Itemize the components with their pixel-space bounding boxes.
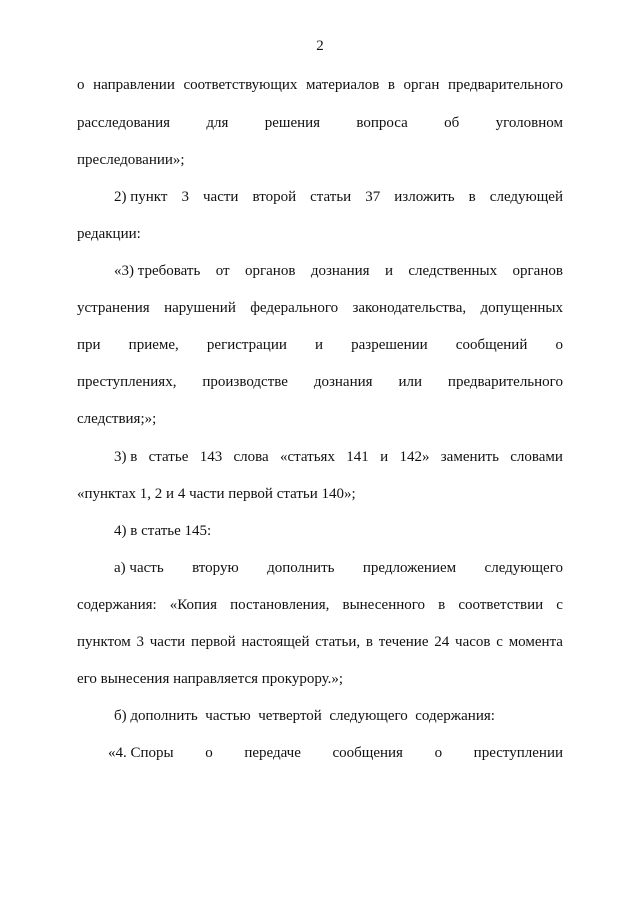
word: дознания xyxy=(313,374,373,390)
line-5 xyxy=(77,225,563,243)
line-4 xyxy=(114,188,563,206)
word: орган xyxy=(403,77,440,93)
word: второй xyxy=(252,189,297,205)
word: с xyxy=(496,634,503,650)
line-9 xyxy=(77,373,563,391)
word: допущенных xyxy=(480,300,563,316)
word: пунктом xyxy=(77,634,131,650)
word: разрешении xyxy=(351,337,428,353)
word: заменить xyxy=(440,449,499,465)
word: и xyxy=(380,449,389,465)
line-12 xyxy=(77,485,563,503)
word: в xyxy=(438,597,446,613)
word: преступлениях, xyxy=(77,374,177,390)
word: «Копия xyxy=(169,597,218,613)
word: изложить xyxy=(394,189,455,205)
word: а) часть xyxy=(114,560,164,576)
word: в xyxy=(468,189,476,205)
word: и xyxy=(384,263,393,279)
word: соответствующих xyxy=(183,77,298,93)
word: об xyxy=(444,115,460,131)
line-15 xyxy=(77,596,563,614)
page-number: 2 xyxy=(316,38,324,54)
word: от xyxy=(215,263,230,279)
word: преследовании»; xyxy=(77,152,185,168)
line-14 xyxy=(114,559,563,577)
word: часов xyxy=(455,634,491,650)
word: расследования xyxy=(77,115,171,131)
word: 141 xyxy=(346,449,369,465)
word: предварительного xyxy=(447,77,563,93)
word: органов xyxy=(512,263,563,279)
word: с xyxy=(556,597,563,613)
word: 24 xyxy=(434,634,450,650)
word: статьи xyxy=(310,189,352,205)
word: «статьях xyxy=(280,449,335,465)
word: преступлении xyxy=(473,745,563,761)
word: 37 xyxy=(365,189,381,205)
word: регистрации xyxy=(206,337,287,353)
word: его вынесения направляется прокурору.»; xyxy=(77,671,344,687)
word: сообщений xyxy=(455,337,528,353)
word: сообщения xyxy=(332,745,403,761)
word: о xyxy=(434,745,443,761)
word: в xyxy=(365,634,373,650)
line-8 xyxy=(77,336,563,354)
word: течение xyxy=(378,634,429,650)
word: или xyxy=(398,374,422,390)
word: производстве xyxy=(202,374,288,390)
line-2 xyxy=(77,114,563,132)
word: вопроса xyxy=(356,115,408,131)
word: «пунктах 1, 2 и 4 части первой статьи 140»; xyxy=(77,486,356,502)
word: слова xyxy=(233,449,269,465)
line-6 xyxy=(114,262,563,280)
word: о xyxy=(77,77,85,93)
word: части xyxy=(149,634,186,650)
word: настоящей xyxy=(241,634,310,650)
word: в xyxy=(387,77,395,93)
word: предварительного xyxy=(447,374,563,390)
line-19 xyxy=(108,744,563,762)
word: устранения xyxy=(77,300,150,316)
word: о xyxy=(555,337,563,353)
word: статьи, xyxy=(315,634,361,650)
word: б) дополнить частью четвертой следующего содержания: xyxy=(114,708,495,724)
line-3 xyxy=(77,151,563,169)
word: 3) в xyxy=(114,449,138,465)
word: и xyxy=(315,337,324,353)
word: момента xyxy=(508,634,563,650)
word: «3) требовать xyxy=(114,263,201,279)
word: содержания: xyxy=(77,597,157,613)
word: федерального xyxy=(250,300,339,316)
line-1 xyxy=(77,76,563,94)
word: соответствии xyxy=(458,597,544,613)
word: 3 xyxy=(136,634,144,650)
word: при xyxy=(77,337,101,353)
word: решения xyxy=(264,115,321,131)
word: 3 xyxy=(181,189,189,205)
word: уголовном xyxy=(495,115,563,131)
word: для xyxy=(206,115,229,131)
line-10 xyxy=(77,410,563,428)
word: статье xyxy=(148,449,189,465)
word: «4. Споры xyxy=(108,745,174,761)
word: вторую xyxy=(192,560,239,576)
word: постановления, xyxy=(230,597,330,613)
word: нарушений xyxy=(164,300,236,316)
word: дознания xyxy=(310,263,370,279)
line-16 xyxy=(77,633,563,651)
word: о xyxy=(205,745,213,761)
word: словами xyxy=(510,449,563,465)
word: приеме, xyxy=(128,337,179,353)
word: следующего xyxy=(484,560,563,576)
word: материалов xyxy=(306,77,380,93)
word: направлении xyxy=(93,77,175,93)
word: 142» xyxy=(399,449,430,465)
line-17 xyxy=(77,670,563,688)
word: дополнить xyxy=(267,560,335,576)
line-18 xyxy=(114,707,563,725)
word: органов xyxy=(245,263,296,279)
word: редакции: xyxy=(77,226,141,242)
word: законодательства, xyxy=(352,300,467,316)
word: вынесенного xyxy=(342,597,426,613)
line-11 xyxy=(114,448,563,466)
word: части xyxy=(203,189,239,205)
word: передаче xyxy=(244,745,301,761)
word: следствия;»; xyxy=(77,411,157,427)
word: предложением xyxy=(362,560,457,576)
word: 2) пункт xyxy=(114,189,168,205)
word: первой xyxy=(190,634,236,650)
word: следственных xyxy=(408,263,498,279)
line-7 xyxy=(77,299,563,317)
word: 4) в статье 145: xyxy=(114,523,212,539)
word: следующей xyxy=(489,189,563,205)
line-13 xyxy=(114,522,563,540)
word: 143 xyxy=(199,449,223,465)
